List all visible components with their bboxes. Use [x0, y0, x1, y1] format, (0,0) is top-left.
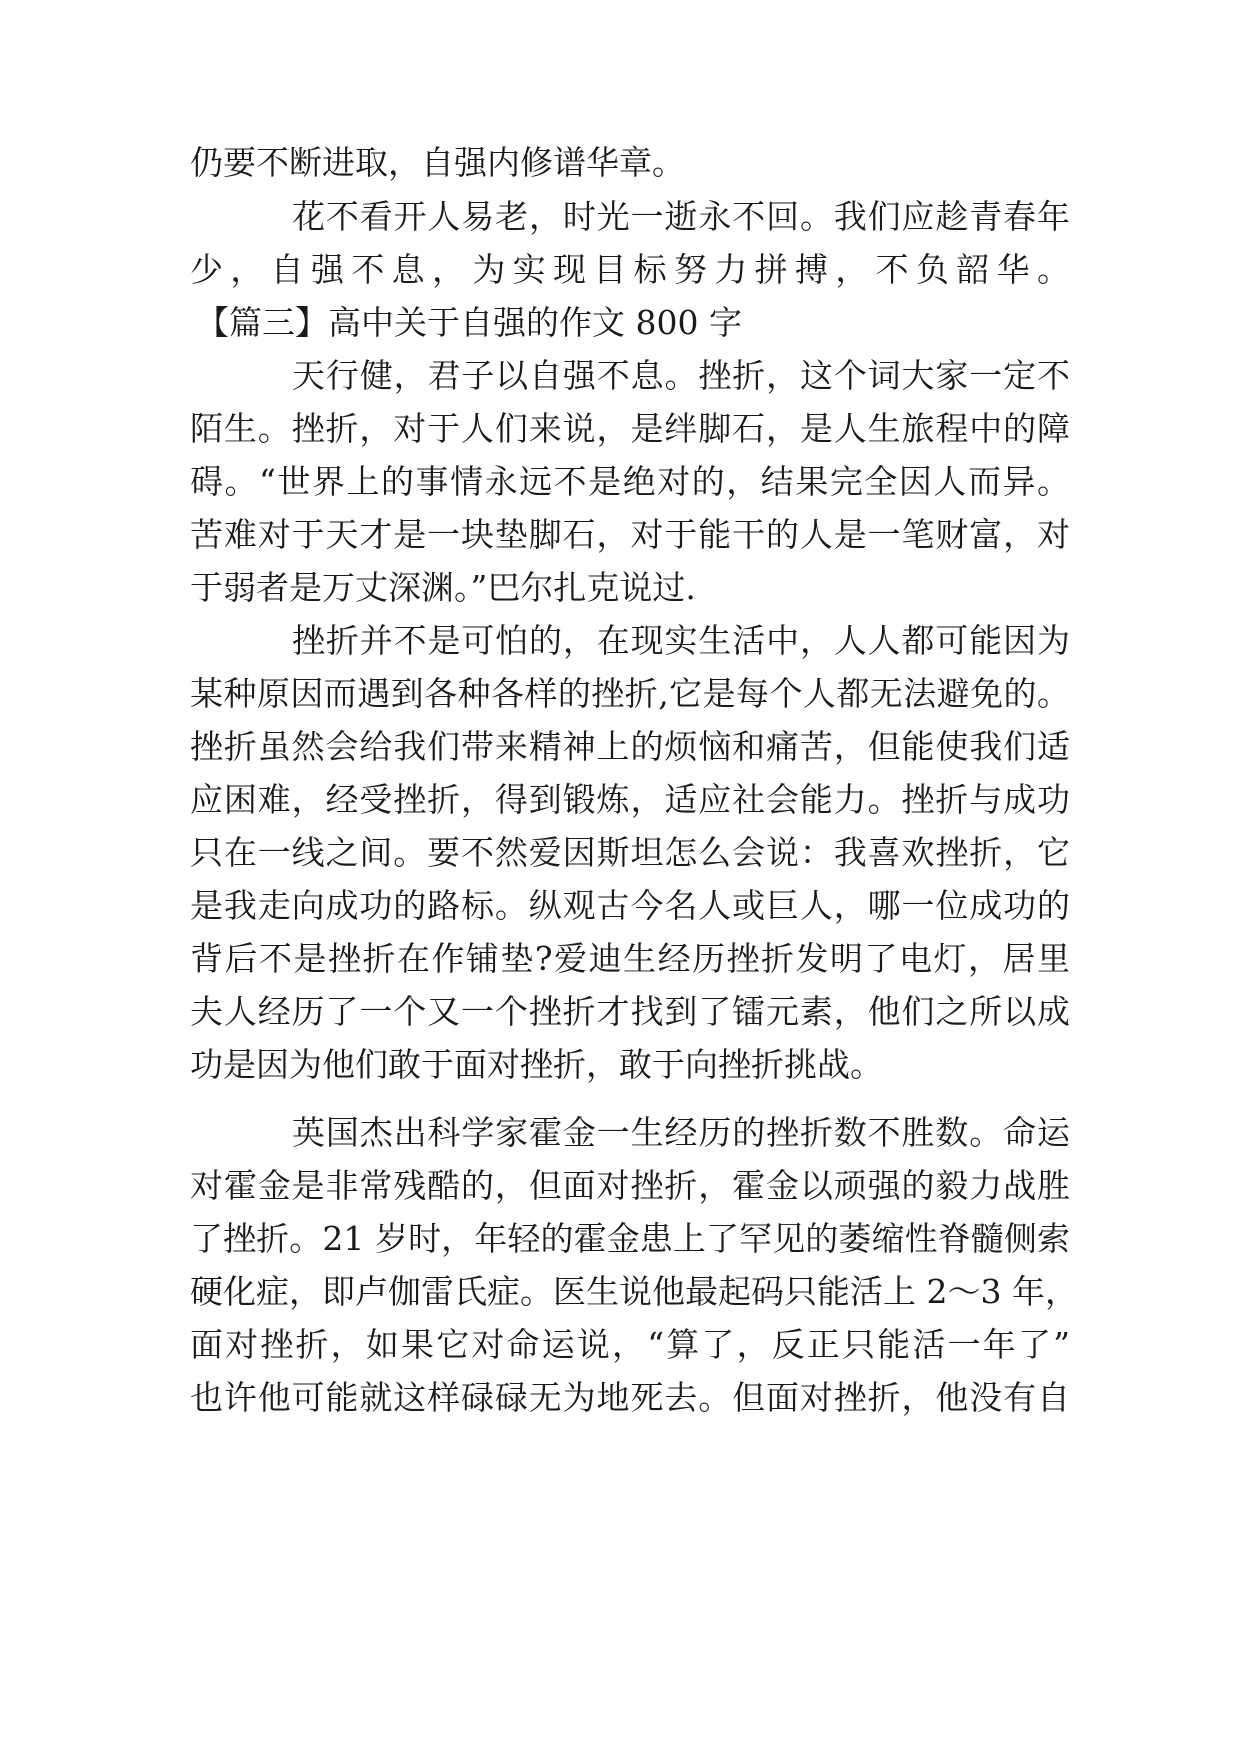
- text-line: 也许他可能就这样碌碌无为地死去。但面对挫折，他没有自: [190, 1378, 1070, 1417]
- text-line: 仍要不断进取，自强内修谱华章。: [190, 143, 685, 182]
- text-line: 碍。“世界上的事情永远不是绝对的，结果完全因人而异。: [190, 462, 1070, 501]
- text-line: 于弱者是万丈深渊。”巴尔扎克说过.: [190, 568, 696, 607]
- paragraph-first-line: 英国杰出科学家霍金一生经历的挫折数不胜数。命运: [292, 1113, 1070, 1152]
- text-line: 挫折虽然会给我们带来精神上的烦恼和痛苦，但能使我们适: [190, 727, 1070, 766]
- text-line: 功是因为他们敢于面对挫折，敢于向挫折挑战。: [190, 1045, 883, 1084]
- text-line: 了挫折。21 岁时，年轻的霍金患上了罕见的萎缩性脊髓侧索: [190, 1219, 1070, 1258]
- text-line: 是我走向成功的路标。纵观古今名人或巨人，哪一位成功的: [190, 886, 1070, 925]
- paragraph-first-line: 挫折并不是可怕的，在现实生活中，人人都可能因为: [292, 621, 1070, 660]
- text-line: 苦难对于天才是一块垫脚石，对于能干的人是一笔财富，对: [190, 515, 1070, 554]
- text-line: 硬化症，即卢伽雷氏症。医生说他最起码只能活上 2～3 年，: [190, 1272, 1078, 1311]
- text-line: 只在一线之间。要不然爱因斯坦怎么会说：我喜欢挫折，它: [190, 833, 1070, 872]
- text-line: 陌生。挫折，对于人们来说，是绊脚石，是人生旅程中的障: [190, 409, 1070, 448]
- text-line: 对霍金是非常残酷的，但面对挫折，霍金以顽强的毅力战胜: [190, 1166, 1070, 1205]
- text-line: 应困难，经受挫折，得到锻炼，适应社会能力。挫折与成功: [190, 780, 1070, 819]
- text-line: 面对挫折，如果它对命运说，“算了，反正只能活一年了”: [190, 1325, 1070, 1364]
- text-line: 某种原因而遇到各种各样的挫折,它是每个人都无法避免的。: [190, 674, 1070, 713]
- text-line: 背后不是挫折在作铺垫?爱迪生经历挫折发明了电灯，居里: [190, 939, 1070, 978]
- paragraph-first-line: 花不看开人易老，时光一逝永不回。我们应趁青春年: [292, 197, 1070, 236]
- text-line: 少，自强不息，为实现目标努力拼搏，不负韶华。: [190, 250, 1070, 289]
- paragraph-first-line: 天行健，君子以自强不息。挫折，这个词大家一定不: [292, 356, 1070, 395]
- text-line: 夫人经历了一个又一个挫折才找到了镭元素，他们之所以成: [190, 992, 1070, 1031]
- section-heading: 【篇三】高中关于自强的作文 800 字: [196, 303, 742, 342]
